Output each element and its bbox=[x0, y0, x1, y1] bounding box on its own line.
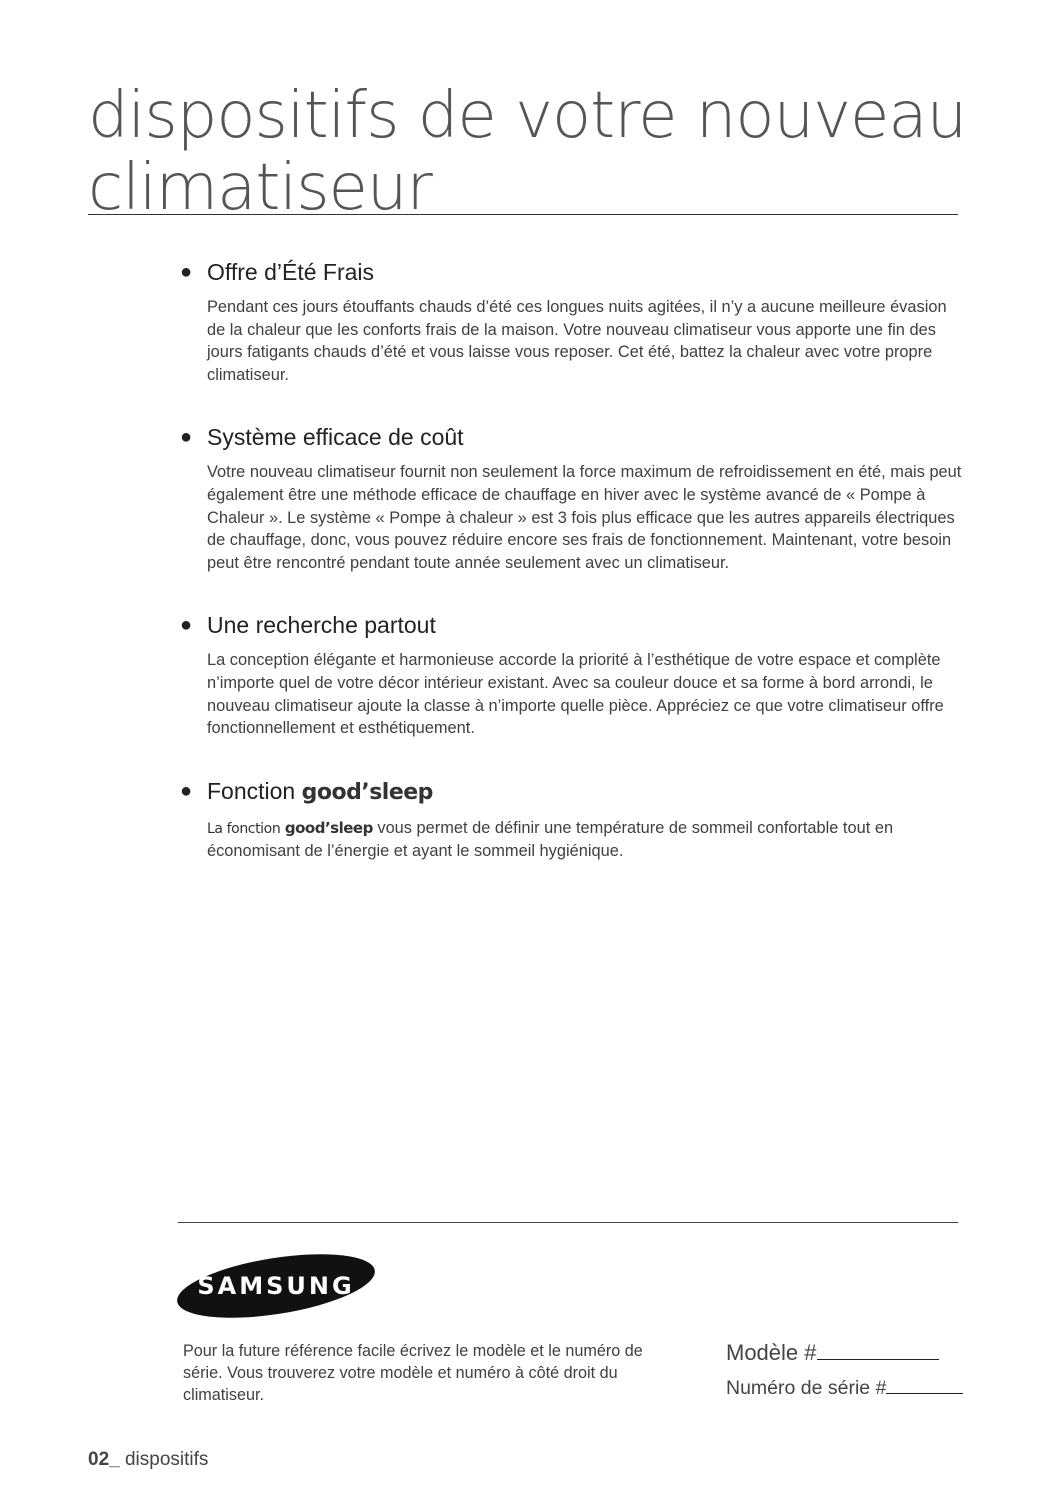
bullet-icon: ● bbox=[180, 614, 193, 637]
title-underline bbox=[88, 214, 958, 215]
feature-section-goodsleep bbox=[178, 776, 963, 863]
bullet-icon: ● bbox=[180, 426, 193, 449]
section-body bbox=[207, 817, 963, 863]
feature-section-design bbox=[178, 610, 963, 739]
page-title-line-1: dispositifs de votre nouveau bbox=[88, 79, 967, 153]
samsung-logo bbox=[176, 1252, 376, 1322]
model-blank-line bbox=[817, 1358, 939, 1360]
page-title-line-2: climatiseur bbox=[88, 151, 432, 225]
section-body: Pendant ces jours étouffants chauds d’été ces longues nuits agitées, il n’y a aucune meilleure évasion de la chaleur que les conforts frais de la maison. Votre nouveau climatiseur vous apporte une fin des jours fatigants chauds d’été et vous laisse vous reposer. Cet été, battez la chaleur avec votre propre climatiseur. bbox=[207, 298, 947, 384]
section-heading bbox=[178, 776, 963, 808]
goodsleep-logo: good’sleep bbox=[301, 779, 433, 805]
feature-section-summer bbox=[178, 257, 963, 386]
page-section-label: dispositifs bbox=[124, 1449, 209, 1470]
section-heading-text: Fonction bbox=[207, 777, 296, 804]
bullet-icon: ● bbox=[180, 779, 193, 802]
model-label: Modèle # bbox=[726, 1340, 817, 1365]
samsung-logo-text: SAMSUNG bbox=[197, 1272, 355, 1300]
section-body: Votre nouveau climatiseur fournit non seulement la force maximum de refroidissement en été, mais peut également être une méthode efficace de chauffage en hiver avec le système avancé de « Pompe à Chaleur ». Le système « Pompe à chaleur » est 3 fois plus efficace que les autres appareils électriques de chauffage, donc, vous pouvez réduire encore ses frais de fonctionnement. Maintenant, votre besoin peut être rencontré pendant toute année seulement avec un climatiseur. bbox=[207, 463, 962, 572]
bullet-icon: ● bbox=[180, 261, 193, 283]
section-heading-text: Offre d’Été Frais bbox=[207, 259, 375, 285]
model-number-field bbox=[726, 1339, 958, 1367]
page-number: 02_ bbox=[88, 1449, 120, 1470]
feature-section-efficiency bbox=[178, 422, 963, 574]
section-heading-text: Système efficace de coût bbox=[207, 424, 464, 451]
section-heading bbox=[178, 422, 963, 452]
section-body: La conception élégante et harmonieuse accorde la priorité à l’esthétique de votre espace et complète n’importe quel de votre décor intérieur existant. Avec sa couleur douce et sa forme à bord arrondi, le nouveau climatiseur ajoute la classe à n’importe quelle pièce. Appréciez ce que votre climatiseur offre fonctionnellement et esthétiquement. bbox=[207, 651, 944, 738]
footer-note: Pour la future référence facile écrivez le modèle et le numéro de série. Vous trouverez votre modèle et numéro à côté droit du climatiseur. bbox=[183, 1342, 643, 1404]
serial-label: Numéro de série # bbox=[726, 1377, 887, 1399]
body-prefix: La fonction bbox=[207, 820, 281, 837]
section-body-text: vous permet de définir une température de sommeil confortable tout en économisant de l’énergie et ayant le sommeil hygiénique. bbox=[207, 818, 894, 861]
footer-divider bbox=[178, 1222, 958, 1223]
page-footer bbox=[88, 1449, 208, 1471]
goodsleep-logo-inline: good’sleep bbox=[284, 818, 373, 837]
feature-list bbox=[178, 257, 963, 899]
section-heading bbox=[178, 610, 963, 640]
serial-blank-line bbox=[886, 1392, 963, 1394]
page-title bbox=[88, 79, 967, 225]
section-heading bbox=[178, 257, 963, 287]
serial-number-field bbox=[726, 1374, 958, 1402]
section-heading-text: Une recherche partout bbox=[207, 612, 436, 639]
